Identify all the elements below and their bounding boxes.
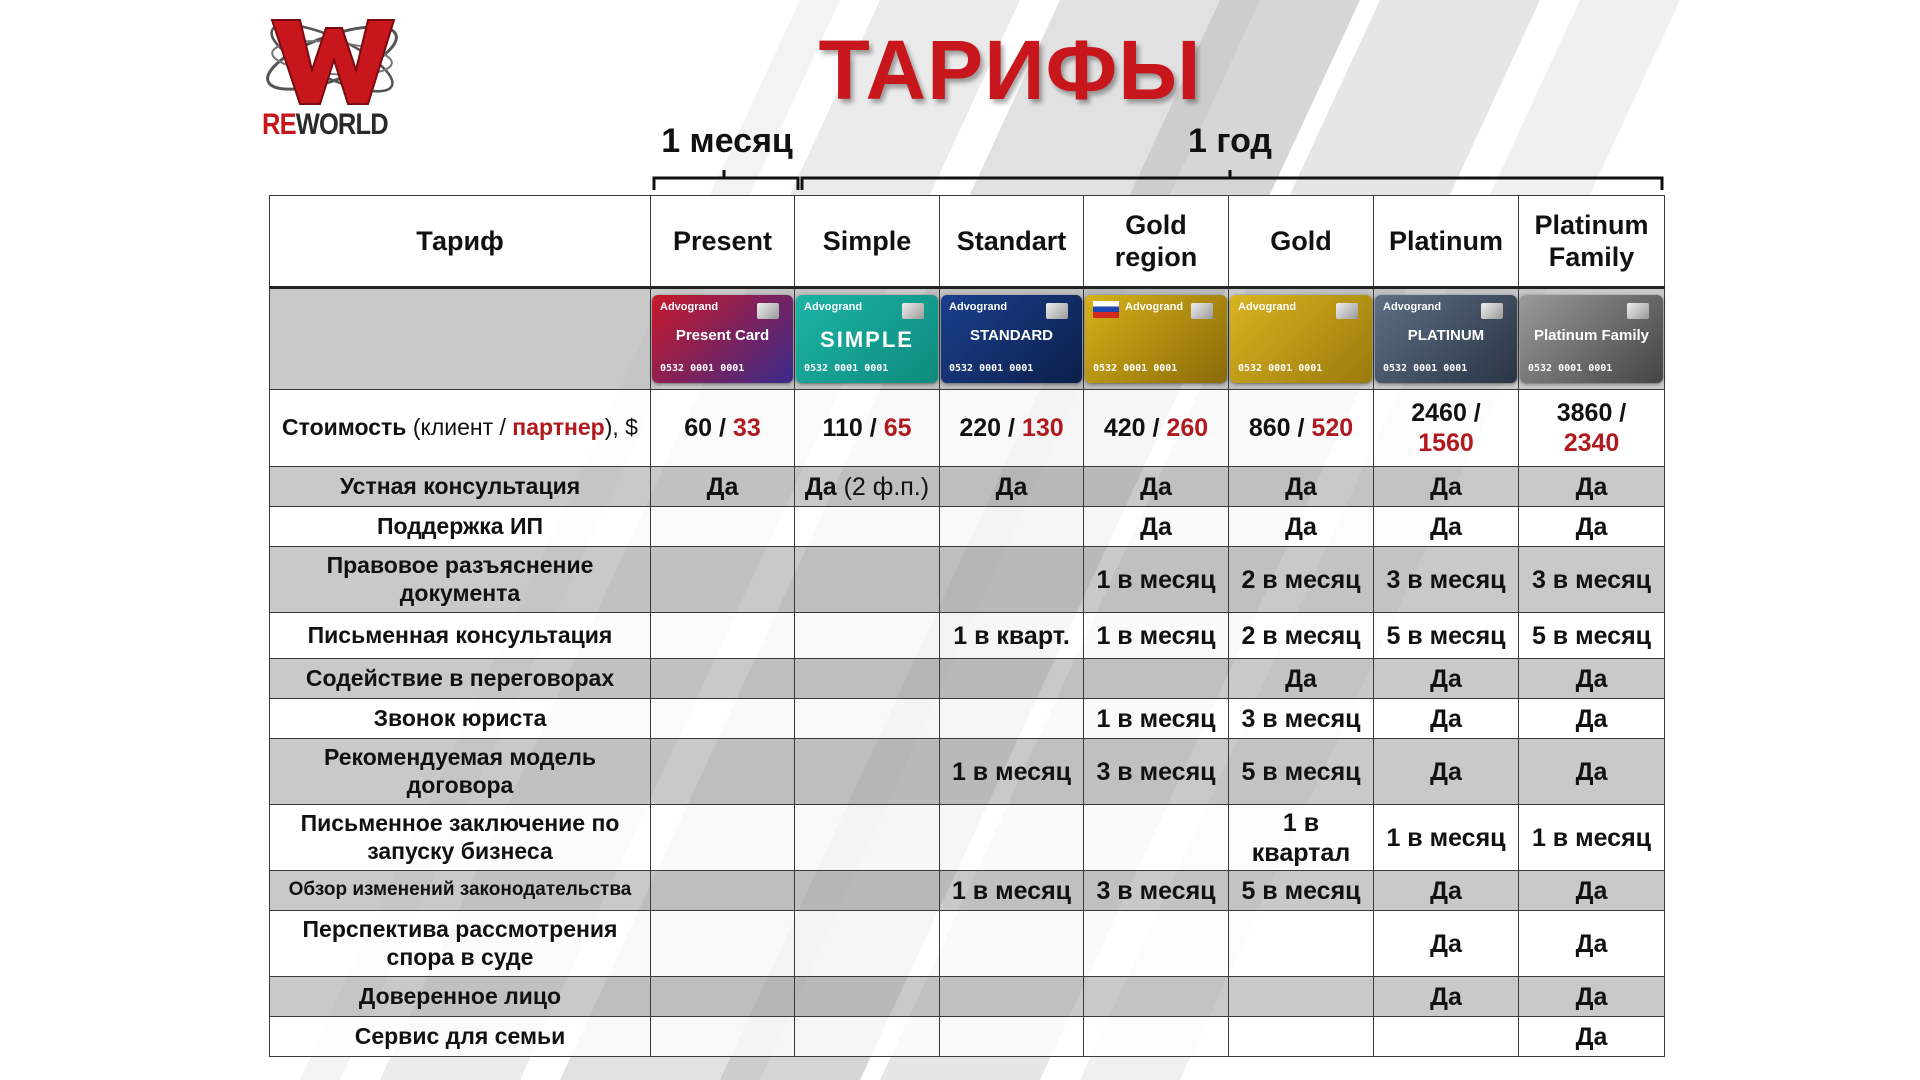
feature-cell xyxy=(1084,699,1229,739)
feature-cell xyxy=(1519,699,1665,739)
header-simple: Simple xyxy=(795,196,940,288)
feature-cell xyxy=(1374,699,1519,739)
feature-cell xyxy=(795,911,940,977)
feature-value: Да xyxy=(1575,929,1608,958)
feature-row xyxy=(270,739,1665,805)
feature-cell xyxy=(1229,613,1374,659)
feature-value: 2 в месяц xyxy=(1241,621,1361,650)
card-cell xyxy=(795,288,940,390)
feature-value: 3 в месяц xyxy=(1386,565,1506,594)
feature-cell xyxy=(1229,659,1374,699)
feature-value: Да xyxy=(1285,512,1317,541)
card-chip-icon xyxy=(1336,303,1358,319)
feature-cell xyxy=(795,659,940,699)
period-month-brace xyxy=(652,168,802,192)
price-partner: 2340 xyxy=(1563,429,1620,457)
feature-value: Да xyxy=(1575,757,1608,786)
plan-card-image xyxy=(1230,295,1372,383)
cards-row xyxy=(270,288,1665,390)
feature-label: Доверенное лицо xyxy=(270,977,651,1017)
header-platinum: Platinum xyxy=(1374,196,1519,288)
feature-row xyxy=(270,871,1665,911)
feature-value: Да xyxy=(1430,757,1462,786)
feature-value: 1 в месяц xyxy=(951,757,1072,786)
price-label xyxy=(270,390,651,467)
feature-cell xyxy=(1229,977,1374,1017)
feature-cell xyxy=(940,977,1084,1017)
feature-value: Да xyxy=(1140,512,1172,541)
feature-cell xyxy=(1084,507,1229,547)
feature-value: Да xyxy=(1430,664,1462,693)
feature-cell xyxy=(1519,871,1665,911)
price-cell xyxy=(1374,390,1519,467)
price-client: 420 xyxy=(1103,414,1146,442)
feature-cell xyxy=(1519,547,1665,613)
card-number: 0532 0001 0001 xyxy=(1093,363,1178,374)
feature-cell xyxy=(940,659,1084,699)
feature-cell xyxy=(795,1017,940,1057)
feature-value: 1 в месяц xyxy=(1096,565,1216,594)
feature-cell xyxy=(795,467,940,507)
feature-value: Да xyxy=(706,472,739,501)
feature-value: 1 в квартал xyxy=(1251,808,1351,867)
period-year-label: 1 год xyxy=(1188,122,1272,160)
feature-cell xyxy=(1229,805,1374,871)
feature-cell xyxy=(1084,739,1229,805)
feature-cell xyxy=(940,507,1084,547)
feature-cell xyxy=(1374,805,1519,871)
feature-cell xyxy=(1374,659,1519,699)
price-client: 3860 xyxy=(1556,399,1613,427)
feature-cell xyxy=(1084,659,1229,699)
feature-cell xyxy=(1084,1017,1229,1057)
period-month-label: 1 месяц xyxy=(661,122,793,160)
feature-value: 5 в месяц xyxy=(1531,621,1652,650)
price-separator: / xyxy=(1001,414,1022,442)
plan-card-image xyxy=(1375,295,1517,383)
feature-cell xyxy=(1374,911,1519,977)
feature-cell xyxy=(1084,467,1229,507)
feature-cell xyxy=(1374,977,1519,1017)
card-number: 0532 0001 0001 xyxy=(1383,363,1468,374)
plan-card-image xyxy=(796,295,938,383)
plan-card-image xyxy=(652,295,793,383)
feature-cell xyxy=(940,547,1084,613)
feature-row xyxy=(270,547,1665,613)
russia-flag-icon xyxy=(1093,301,1119,318)
feature-cell xyxy=(1374,1017,1519,1057)
feature-cell xyxy=(1084,871,1229,911)
feature-cell xyxy=(1229,507,1374,547)
feature-cell xyxy=(1229,739,1374,805)
card-name: SIMPLE xyxy=(820,327,914,352)
feature-cell xyxy=(1084,977,1229,1017)
feature-cell xyxy=(1519,739,1665,805)
feature-note: (2 ф.п.) xyxy=(836,472,930,501)
card-cell xyxy=(651,288,795,390)
price-partner: 130 xyxy=(1021,414,1064,442)
feature-cell xyxy=(940,467,1084,507)
price-separator: / xyxy=(1612,399,1627,427)
feature-row xyxy=(270,977,1665,1017)
price-cell xyxy=(1519,390,1665,467)
feature-row xyxy=(270,911,1665,977)
feature-label: Поддержка ИП xyxy=(270,507,651,547)
price-client: 60 xyxy=(684,414,713,442)
card-brand: Advogrand xyxy=(949,301,1008,313)
feature-row xyxy=(270,699,1665,739)
feature-cell xyxy=(1084,911,1229,977)
price-partner: 1560 xyxy=(1418,429,1474,457)
feature-label: Содействие в переговорах xyxy=(270,659,651,699)
card-chip-icon xyxy=(1046,303,1068,319)
card-chip-icon xyxy=(757,303,779,319)
feature-cell xyxy=(1519,659,1665,699)
feature-rows xyxy=(270,467,1665,1057)
feature-value: 1 в месяц xyxy=(1096,621,1216,650)
feature-label: Письменное заключение по запуску бизнеса xyxy=(270,805,651,871)
feature-value: Да xyxy=(1430,982,1462,1011)
feature-row xyxy=(270,659,1665,699)
feature-value: 3 в месяц xyxy=(1531,565,1652,594)
price-separator: / xyxy=(862,414,884,442)
price-cell xyxy=(940,390,1084,467)
card-name: PLATINUM xyxy=(1407,327,1485,344)
price-separator: / xyxy=(1145,414,1167,442)
feature-cell xyxy=(1229,871,1374,911)
feature-value: Да xyxy=(804,472,837,501)
feature-cell xyxy=(795,613,940,659)
card-chip-icon xyxy=(1627,303,1649,319)
price-client: 860 xyxy=(1248,414,1291,442)
feature-label: Сервис для семьи xyxy=(270,1017,651,1057)
feature-cell xyxy=(1519,613,1665,659)
feature-cell xyxy=(795,871,940,911)
feature-cell xyxy=(651,739,795,805)
feature-cell xyxy=(651,699,795,739)
logo-w-icon xyxy=(262,8,412,113)
reworld-logo xyxy=(262,8,412,143)
feature-value: Да xyxy=(1430,472,1462,501)
feature-value: 2 в месяц xyxy=(1241,565,1361,594)
price-partner: 33 xyxy=(732,414,761,442)
feature-cell xyxy=(940,1017,1084,1057)
feature-row xyxy=(270,467,1665,507)
feature-cell xyxy=(1519,467,1665,507)
price-client: 110 xyxy=(822,414,863,442)
feature-cell xyxy=(940,739,1084,805)
feature-cell xyxy=(1374,871,1519,911)
price-label-client: клиент xyxy=(420,414,494,441)
logo-text xyxy=(262,108,388,142)
feature-cell xyxy=(651,805,795,871)
feature-cell xyxy=(940,805,1084,871)
card-number: 0532 0001 0001 xyxy=(1238,363,1323,374)
feature-label: Перспектива рассмотрения спора в суде xyxy=(270,911,651,977)
feature-cell xyxy=(1374,739,1519,805)
feature-value: Да xyxy=(1430,512,1462,541)
feature-cell xyxy=(795,977,940,1017)
feature-cell xyxy=(940,871,1084,911)
header-row xyxy=(270,196,1665,288)
card-name: Present Card xyxy=(675,327,770,344)
price-separator: / xyxy=(1466,399,1481,427)
feature-value: Да xyxy=(1575,704,1608,733)
feature-cell xyxy=(651,467,795,507)
plan-card-image xyxy=(1520,295,1663,383)
price-cell xyxy=(795,390,940,467)
plan-card-image xyxy=(1085,295,1227,383)
feature-value: Да xyxy=(1285,472,1317,501)
header-platinum-family: Platinum Family xyxy=(1519,196,1665,288)
feature-cell xyxy=(651,507,795,547)
price-label-main: Стоимость xyxy=(282,414,407,441)
page-title: ТАРИФЫ xyxy=(818,23,1202,117)
feature-value: 5 в месяц xyxy=(1386,621,1506,650)
feature-label: Звонок юриста xyxy=(270,699,651,739)
feature-label: Устная консультация xyxy=(270,467,651,507)
price-label-close: ), $ xyxy=(604,414,638,441)
price-cell xyxy=(1084,390,1229,467)
feature-cell xyxy=(651,613,795,659)
card-cell xyxy=(1374,288,1519,390)
feature-cell xyxy=(795,507,940,547)
logo-text-world: WORLD xyxy=(295,108,388,141)
card-number: 0532 0001 0001 xyxy=(660,363,745,374)
price-label-open: ( xyxy=(406,414,421,441)
card-name: STANDARD xyxy=(969,327,1054,344)
price-client: 220 xyxy=(959,414,1002,442)
feature-cell xyxy=(1374,507,1519,547)
card-cell xyxy=(1519,288,1665,390)
feature-value: 1 в месяц xyxy=(1096,704,1216,733)
tariffs-table xyxy=(269,195,1665,1057)
price-label-separator: / xyxy=(493,414,513,441)
price-separator: / xyxy=(1290,414,1312,442)
feature-value: Да xyxy=(1575,982,1608,1011)
header-gold-region: Gold region xyxy=(1084,196,1229,288)
plan-card-image xyxy=(941,295,1082,383)
feature-value: 1 в кварт. xyxy=(953,621,1070,650)
feature-cell xyxy=(651,547,795,613)
card-brand: Advogrand xyxy=(1383,301,1442,313)
header-present: Present xyxy=(651,196,795,288)
feature-cell xyxy=(1519,1017,1665,1057)
feature-value: Да xyxy=(1285,664,1317,693)
feature-cell xyxy=(651,911,795,977)
feature-value: 3 в месяц xyxy=(1096,757,1216,786)
feature-value: Да xyxy=(1430,704,1462,733)
feature-cell xyxy=(940,911,1084,977)
feature-value: Да xyxy=(1140,472,1172,501)
card-brand: Advogrand xyxy=(1238,301,1297,313)
card-cell xyxy=(940,288,1084,390)
period-year-brace xyxy=(800,168,1666,192)
price-client: 2460 xyxy=(1411,399,1467,427)
header-tariff: Тариф xyxy=(270,196,651,288)
feature-row xyxy=(270,805,1665,871)
feature-label: Письменная консультация xyxy=(270,613,651,659)
feature-cell xyxy=(940,699,1084,739)
feature-value: 5 в месяц xyxy=(1241,876,1361,905)
feature-value: Да xyxy=(1575,512,1608,541)
feature-cell xyxy=(795,739,940,805)
feature-value: Да xyxy=(1575,472,1608,501)
feature-cell xyxy=(651,977,795,1017)
price-cell xyxy=(651,390,795,467)
feature-cell xyxy=(1084,613,1229,659)
cards-label-cell xyxy=(270,288,651,390)
feature-cell xyxy=(1084,805,1229,871)
feature-cell xyxy=(1229,1017,1374,1057)
feature-cell xyxy=(651,871,795,911)
price-separator: / xyxy=(712,414,733,442)
feature-cell xyxy=(651,1017,795,1057)
card-brand: Advogrand xyxy=(660,301,719,313)
feature-row xyxy=(270,507,1665,547)
card-chip-icon xyxy=(1481,303,1503,319)
feature-label: Правовое разъяснение документа xyxy=(270,547,651,613)
feature-cell xyxy=(1084,547,1229,613)
feature-value: Да xyxy=(1575,664,1608,693)
price-partner: 65 xyxy=(883,414,912,442)
feature-label: Обзор изменений законодательства xyxy=(270,871,651,911)
feature-cell xyxy=(1374,467,1519,507)
feature-cell xyxy=(1519,911,1665,977)
feature-cell xyxy=(1519,977,1665,1017)
feature-cell xyxy=(1229,911,1374,977)
card-name: Platinum Family xyxy=(1533,327,1650,344)
card-number: 0532 0001 0001 xyxy=(1528,363,1613,374)
price-row xyxy=(270,390,1665,467)
feature-value: Да xyxy=(1575,876,1608,905)
feature-cell xyxy=(1229,699,1374,739)
feature-cell xyxy=(795,805,940,871)
feature-cell xyxy=(1229,467,1374,507)
card-number: 0532 0001 0001 xyxy=(804,363,889,374)
feature-cell xyxy=(795,547,940,613)
feature-value: Да xyxy=(1430,929,1462,958)
feature-value: 1 в месяц xyxy=(1531,823,1652,852)
logo-text-re: RE xyxy=(262,108,296,141)
feature-cell xyxy=(1229,547,1374,613)
feature-cell xyxy=(940,613,1084,659)
feature-value: 3 в месяц xyxy=(1241,704,1361,733)
feature-row xyxy=(270,1017,1665,1057)
price-cell xyxy=(1229,390,1374,467)
price-partner: 260 xyxy=(1166,414,1209,442)
feature-value: 1 в месяц xyxy=(1386,823,1506,852)
price-partner: 520 xyxy=(1311,414,1354,442)
feature-value: Да xyxy=(1575,1022,1608,1051)
card-chip-icon xyxy=(1191,303,1213,319)
feature-value: 5 в месяц xyxy=(1241,757,1361,786)
header-standart: Standart xyxy=(940,196,1084,288)
feature-row xyxy=(270,613,1665,659)
card-cell xyxy=(1229,288,1374,390)
feature-cell xyxy=(1374,547,1519,613)
feature-cell xyxy=(795,699,940,739)
card-number: 0532 0001 0001 xyxy=(949,363,1034,374)
card-brand: Advogrand xyxy=(804,301,863,313)
card-cell xyxy=(1084,288,1229,390)
feature-label: Рекомендуемая модель договора xyxy=(270,739,651,805)
feature-value: Да xyxy=(1430,876,1462,905)
header-gold: Gold xyxy=(1229,196,1374,288)
feature-cell xyxy=(1519,507,1665,547)
card-brand: Advogrand xyxy=(1125,301,1184,313)
feature-value: 3 в месяц xyxy=(1096,876,1216,905)
card-chip-icon xyxy=(902,303,924,319)
price-label-partner: партнер xyxy=(512,414,605,441)
feature-cell xyxy=(651,659,795,699)
feature-value: Да xyxy=(995,472,1028,501)
feature-cell xyxy=(1374,613,1519,659)
feature-cell xyxy=(1519,805,1665,871)
feature-value: 1 в месяц xyxy=(951,876,1072,905)
